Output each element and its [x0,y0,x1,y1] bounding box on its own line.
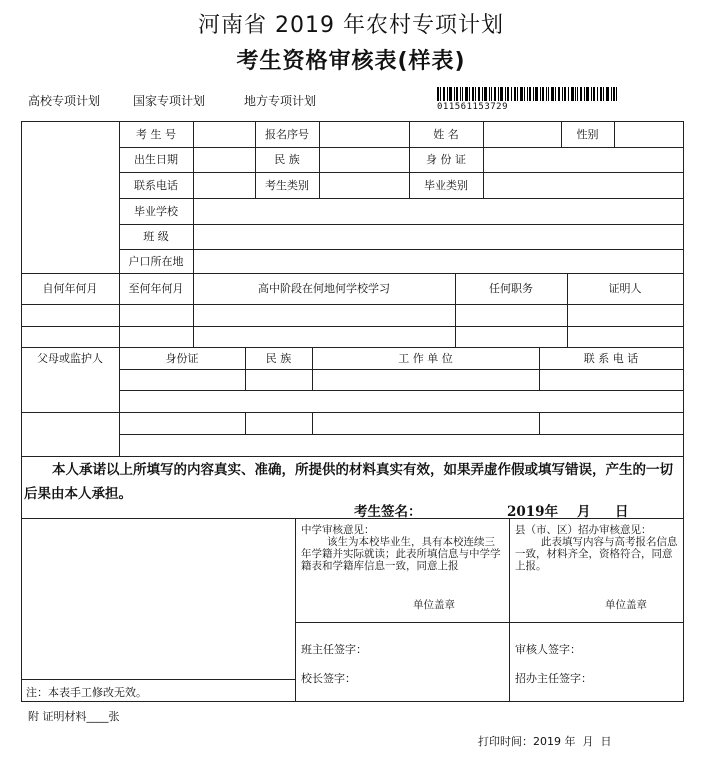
label-guardian: 父母或监护人 [37,351,103,365]
label-to-date: 至何年何月 [128,282,184,295]
signature-month: 月 [577,504,591,520]
county-seal: 单位盖章 [605,599,647,611]
field-name[interactable] [483,121,561,147]
school-seal: 单位盖章 [413,599,455,611]
county-review-text: 此表填写内容与高考报名信息一致，材料齐全，资格符合，同意上报。 [515,536,678,572]
manual-edit-note: 注：本表手工修改无效。 [26,686,147,699]
label-grad-type: 毕业类别 [424,178,468,192]
plan-type-local: 地方专项计划 [244,94,317,108]
form-title-line1: 河南省 2019 年农村专项计划 [198,13,504,38]
print-time: 打印时间：2019 年 月 日 [478,735,612,748]
label-position: 任何职务 [489,282,533,295]
label-guardian-ethnicity: 民 族 [265,351,292,365]
label-work-unit: 工 作 单 位 [398,351,453,365]
label-guardian-id: 身份证 [165,351,199,365]
barcode-number: 011561153729 [437,102,509,112]
label-from-date: 自何年何月 [42,282,98,295]
label-witness: 证明人 [608,282,642,295]
field-gender[interactable] [614,121,683,147]
label-household: 户口所在地 [128,254,184,268]
plan-type-university: 高校专项计划 [28,94,101,108]
barcode-image [437,87,617,101]
label-exam-no: 考 生 号 [136,127,176,141]
label-guardian-phone: 联 系 电 话 [583,351,639,365]
office-director-sign-label: 招办主任签字： [515,672,592,685]
label-id-card: 身 份 证 [426,153,466,166]
label-study-place: 高中阶段在何地何学校学习 [258,282,390,295]
reviewer-sign-label: 审核人签字： [515,643,581,656]
label-phone: 联系电话 [134,178,178,192]
label-class: 班 级 [143,230,169,243]
signature-label: 考生签名： [354,504,422,520]
plan-type-national: 国家专项计划 [133,94,206,108]
label-ethnicity: 民 族 [274,153,300,166]
signature-year: 2019年 [507,504,559,520]
label-grad-school: 毕业学校 [134,204,178,218]
field-exam-no[interactable] [193,121,255,147]
label-reg-seq: 报名序号 [265,127,309,141]
county-review-title: 县（市、区）招办审核意见： [515,524,652,536]
head-teacher-sign-label: 班主任签字： [301,643,367,656]
signature-day: 日 [615,504,629,520]
label-birth-date: 出生日期 [134,153,178,166]
label-name: 姓 名 [433,127,459,141]
principal-sign-label: 校长签字： [301,672,356,685]
promise-text: 本人承诺以上所填写的内容真实、准确，所提供的材料真实有效，如果弄虚作假或填写错误，产生的一切后果由本人承担。 [24,462,673,502]
school-review-text: 该生为本校毕业生，具有本校连续三年学籍并实际就读；此表所填信息与中学学籍表和学籍库信息一致，同意上报 [301,536,501,572]
form-title-line2: 考生资格审核表(样表) [236,49,466,74]
field-reg-seq[interactable] [319,121,409,147]
label-candidate-type: 考生类别 [265,178,309,192]
school-review-title: 中学审核意见： [301,524,375,536]
label-gender: 性别 [576,127,599,141]
attachment-note: 附 证明材料____张 [28,710,120,723]
